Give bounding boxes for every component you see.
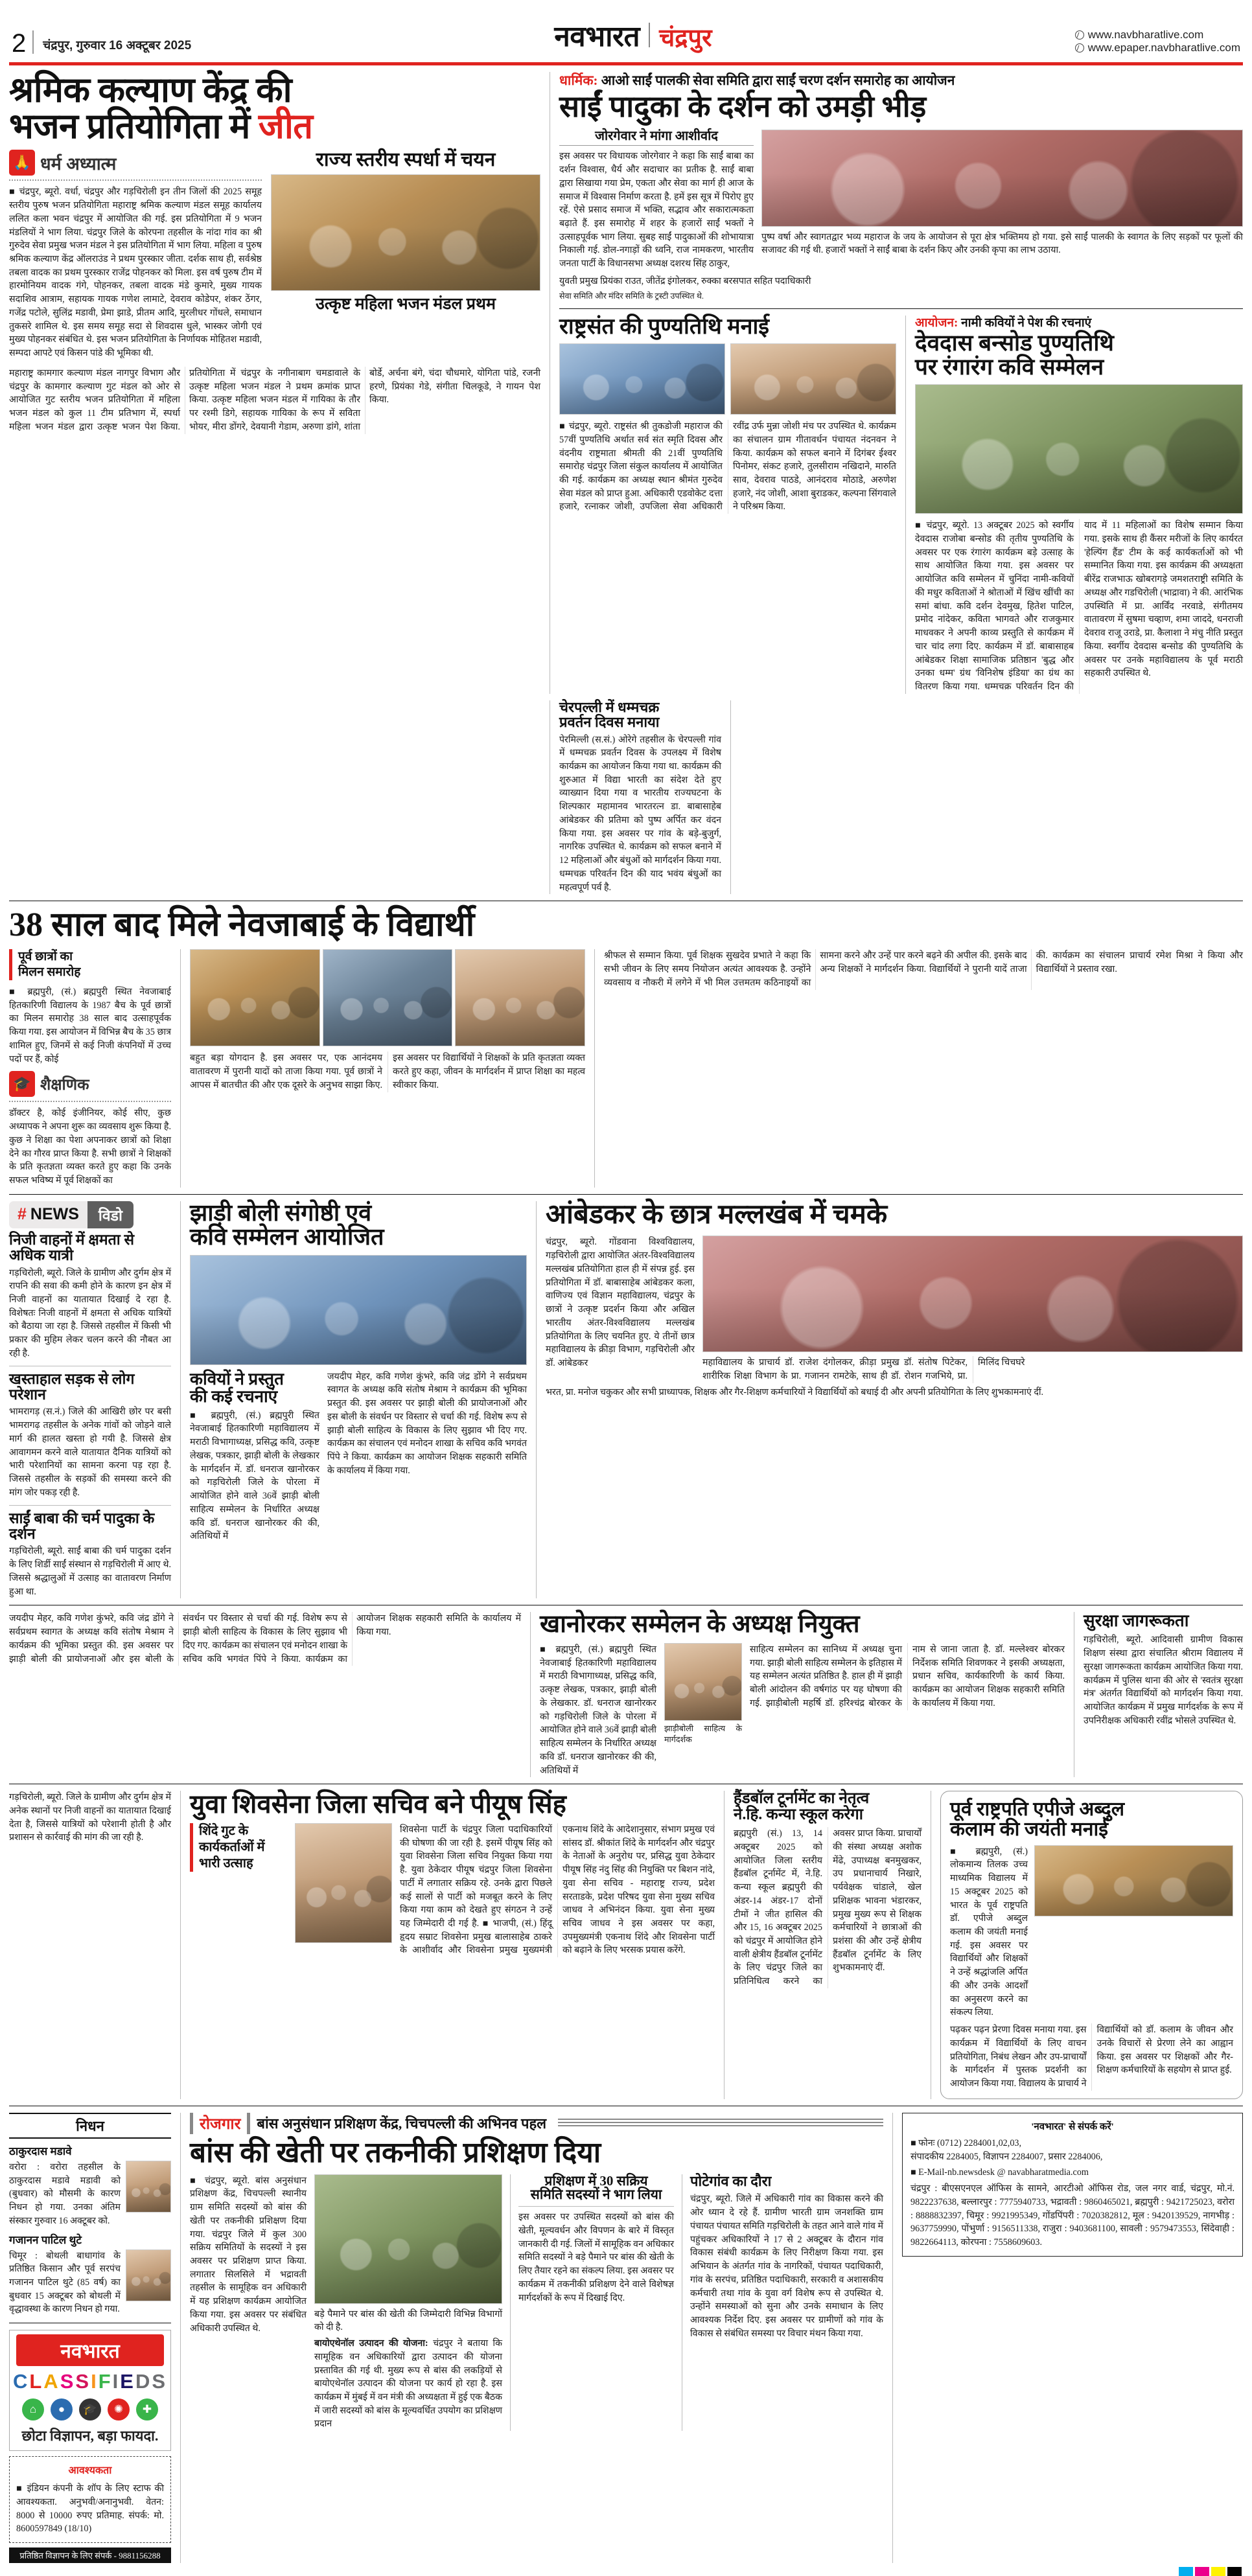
classifieds-tagline: छोटा विज्ञापन, बड़ा फायदा. (21, 2428, 159, 2444)
kalam-box (940, 1791, 1243, 2099)
news-item-1-body: गड़चिरोली, ब्यूरो. जिले के ग्रामीण और दुर्गम क्षेत्र में रापनि की सवा की कमी होने के कारण इन क्षेत्र में निजी वाहनों का यातायात दिखाई दे रहा है. विशेषतः निजी वाहनों में क्षमता से अधिक यात्रियों को बैठाया जा रहा है. जिससे तहसील में किसी भी प्रकार की मुहिम लेकर चलन करने की नौबत आ रही है. (9, 1267, 171, 1359)
devdas-headline-2: पर रंगारंग कवि सम्मेलन (915, 354, 1104, 380)
devdas-kicker (915, 316, 1243, 331)
news-filler-text: गड़चिरोली, ब्यूरो. जिले के ग्रामीण और दुर्गम क्षेत्र में अनेक स्थानों पर निजी वाहनों का यातायात दिखाई देता है, जिससे यात्रियों को परेशानी होती है और प्रशासन से कार्रवाई की मांग की जा रही है. (9, 1792, 171, 1843)
headline-part-a: भजन प्रतियोगिता में (9, 107, 259, 146)
bamboo-body-2: बड़े पैमाने पर बांस की खेती की जिम्मेदारी विभिन्न विभागों को दी है. (314, 2308, 502, 2333)
center-subhead: जोरगेवार ने मांगा आशीर्वाद (559, 130, 754, 146)
bamboo-body-3-head: बायोएथेनॉल उत्पादन की योजना: (314, 2338, 428, 2349)
jhadi-story (190, 1201, 527, 1599)
bamboo-subhead-1: प्रशिक्षण में 30 सक्रिय (544, 2172, 648, 2189)
suraksha-story (1084, 1612, 1243, 1777)
website-url-row[interactable] (1075, 29, 1240, 41)
devdas-photo (915, 384, 1243, 514)
rashtrasant-headline: राष्ट्रसंत की पुण्यतिथि मनाई (559, 314, 769, 339)
center-kicker (559, 72, 1243, 89)
cmyk-registration-marks (9, 2563, 1243, 2576)
rashtrasant-photo-2 (730, 343, 896, 415)
sec38-col3 (604, 949, 1243, 1187)
rozgar-tag: रोजगार (190, 2113, 250, 2134)
news-label: NEWS (30, 1205, 79, 1224)
obituary-item-1 (9, 2161, 171, 2228)
column-divider (180, 1791, 181, 2099)
bamboo-col2 (314, 2174, 502, 2432)
suraksha-headline: सुरक्षा जागरूकता (1084, 1611, 1189, 1631)
section-38-years (9, 908, 1243, 1187)
rashtrasant-photos (559, 343, 896, 415)
center-photo-1 (761, 130, 1243, 227)
sec38-body-1: ■ ब्रह्मपुरी, (सं.) ब्रह्मपुरी स्थित नेवजाबाई हितकारिणी विद्यालय के 1987 बैच के पूर्व छात्रों का मिलन समारोह 38 साल बाद उत्साहपूर्वक किया गया. इस आयोजन में विभिन्न बैच के 35 छात्र शामिल हुए, जिनमें से कई निजी कंपनियों में उच्च पदों पर हैं, कोई (9, 986, 171, 1064)
devdas-body-1: ■ चंद्रपुर, ब्यूरो. 13 अक्टूबर 2025 को स्वर्गीय देवदास राजोबा बन्सोड की तृतीय पुण्यतिथि के अवसर पर एक रंगारंग कार्यक्रम बड़े उत्साह के साथ आयोजित किया गया. इस अवसर पर आयोजित कवि सम्मेलन में चुनिंदा नामी-कवियों की मधुर कविताओं ने श्रोताओं में खिंच खींची का समां बांधा. कवि दर्शन देवमुख, हितेश पाटिल, प्रमोद नांदेकर, कविता भागवते और राजकुमार माधवकर ने अपनी काव्य प्रस्तुति से कार्यक्रम में चार चांद लगा दिए. कार्यक्रम में डॉ. बाबासाहब आंबेडकर शिक्षा सामाजिक प्रतिष्ठान 'बुद्ध और उनका धम्म' ग्रंथ 'विनिशेष इंडिया' का ग्रंथ का वितरण किया गया. धम्मचक्र परिवर्तन दिन की याद में 11 महिलाओं का विशेष सम्मान किया गया. इसके साथ ही (915, 520, 1243, 693)
contact-box (902, 2113, 1243, 2257)
globe-icon (1075, 43, 1084, 52)
sec38-label-l2: मिलन समारोह (18, 965, 81, 980)
kalam-body-2: पढ़कर पढ़न प्रेरणा दिवस मनाया गया. इस कार्यक्रम में विद्यार्थियों के लिए वाचन प्रतियोगिता, निबंध लेखन और उप-प्राचार्यों के मार्गदर्शन में पुस्तक प्रदर्शनी का आयोजन किया गया. विद्यालय के प्राचार्य ने विद्यार्थियों को डॉ. कलाम के जीवन और उनके विचारों से प्रेरणा लेने का आह्वान किया. इस अवसर पर शिक्षकों और गैर-शिक्षण कर्मचारियों के सहयोग से प्राप्त हुई. (950, 2025, 1233, 2089)
ambedkar-story (546, 1201, 1243, 1599)
graduation-cap-icon: 🎓 (9, 1071, 35, 1097)
devdas-headline-1: देवदास बन्सोड पुण्यतिथि (915, 330, 1114, 356)
khanorkar-col3 (750, 1643, 1065, 1777)
ambedkar-photo (702, 1236, 1243, 1352)
obituary-body-2: चिमूर : बोथली बाधागांव के प्रतिष्ठित किसान और पूर्व सरपंच गजानन पाटिल थुटे (85 वर्ष) का बुधवार 15 अक्टूबर को बोथली में वृद्धावस्था के कारण निधन हो गया. (9, 2250, 121, 2315)
jhadi-subcol (190, 1370, 319, 1543)
news-video-column (9, 1201, 171, 1599)
devdas-story (915, 316, 1243, 694)
column-divider (594, 949, 595, 1187)
wedding-icon: ✺ (108, 2398, 130, 2421)
masthead-divider (32, 30, 34, 54)
center-kicker-red: धार्मिक: (559, 73, 598, 88)
jhadi-body-2: ■ ब्रह्मपुरी, (सं.) ब्रह्मपुरी स्थित नेवजाबाई हितकारिणी महाविद्यालय में मराठी विभागाध्यक्ष, प्रसिद्ध कवि, उत्कृष्ट लेखक, पत्रकार, झाड़ी बोली के लेखकार के मार्गदर्शन में. डॉ. धनराज खानोरकर को गड़चिरोली जिले के पोरला में आयोजित होने वाले 36वें झाड़ी बोली साहित्य सम्मेलन के निर्धारित अध्यक्ष कवि डॉ. धनराज खानोरकर की की, अतिथियों में (190, 1410, 319, 1542)
obituary-column (9, 2113, 171, 2563)
advertisement-box[interactable] (9, 2456, 171, 2543)
dotted-rule (9, 179, 262, 181)
hatch-decoration (558, 2119, 883, 2128)
shivsena-bodies (400, 1823, 715, 1957)
ambedkar-body-3: भरत, प्रा. मनोज चकुकर और सभी प्राध्यापक, शिक्षक और गैर-शिक्षण कर्मचारियों ने विद्यार्थियों को बधाई दी और अपनी प्रतियोगिता के लिए शुभकामनाएं दीं. (546, 1386, 1044, 1397)
lead-left-photo-caption: उत्कृष्ट महिला भजन मंडल प्रथम (316, 295, 496, 313)
sec38-row (9, 949, 1243, 1187)
obituary-portrait-1 (126, 2161, 171, 2213)
ad-footer: प्रतिष्ठित विज्ञापन के लिए संपर्क - 9881156288 (9, 2547, 171, 2563)
khanorkar-story (540, 1612, 1065, 1777)
khanorkar-portrait (664, 1643, 742, 1721)
cmyk-yellow (1211, 2567, 1225, 2576)
masthead-red-rule (9, 62, 1243, 65)
classifieds-word: CLASSIFIEDS (12, 2370, 168, 2393)
lead-left-photo (271, 174, 540, 291)
bamboo-photo (314, 2174, 502, 2304)
cherpalli-story (559, 700, 721, 895)
shivsena-sub-3: भारी उत्साह (199, 1856, 253, 1870)
column-divider (730, 700, 731, 895)
jhadi-sub-1: कवियों ने प्रस्तुत (190, 1369, 284, 1388)
khanorkar-body-2: साहित्य सम्मेलन का सानिध्य में अध्यक्ष चुना गया. झाड़ी बोली साहित्य सम्मेलन के इतिहास में यह सम्मेलन अत्यंत प्रतिष्ठित है. (750, 1644, 902, 1682)
obituary-portrait-2 (126, 2249, 171, 2301)
bamboo-headline: बांस की खेती पर तकनीकी प्रशिक्षण दिया (190, 2136, 601, 2168)
obituary-name-1: ठाकुरदास मडावे (9, 2145, 72, 2157)
news-item-2-body: भामरागड़ (स.नं.) जिले की आखिरी छोर पर बसी भामरागढ़ तहसील के अनेक गांवों को जोड़ने वाले मार्ग की हालत खस्ता हो गयी है. जिससे क्षेत्र आवागमन करने वाले यातायात दैनिक यात्रियों को भारी परेशानियों का सामना करना पड़ रहा है. जिससे तहसील के सड़कों की समस्या करने की मांग जोर पकड़ रही है. (9, 1407, 171, 1498)
khanorkar-body-3: हाल ही में झाड़ी बोली आंदोलन की वर्षगांठ पर यह घोषणा की गई. झाड़ीबोली महर्षि डॉ. हरिश्चंद्र बोरकर के नाम से जाना जाता है. डॉ. मल्लेश्वर बोरकर निर्देशक समिति शिवणकर ने इसकी अध्यक्षता, प्रधान सचिव, कार्यकारिणी के कार्य किया. (750, 1644, 1065, 1708)
epaper-url-row[interactable] (1075, 41, 1240, 54)
center-kicker-rest: आओ साईं पालकी सेवा समिति द्वारा साईं चरण दर्शन समारोह का आयोजन (597, 73, 955, 88)
shivsena-band (9, 1791, 1243, 2099)
home-icon: ⌂ (22, 2398, 44, 2421)
rashtrasant-body-1: ■ चंद्रपुर, ब्यूरो. राष्ट्रसंत श्री तुकडोजी महाराज की 57वीं पुण्यतिथि अर्थात सर्व संत स्मृति दिवस और वंदनीय राष्ट्रमाता श्रीमती की 21वीं पुण्यतिथि समारोह चंद्रपुर जिला संकुल कार्यालय में आयोजित की गई. कार्यक्रम का अध्यक्ष स्थान श्रीमंत गुरुदेव सेवा मंडल को प्राप्त हुआ. (559, 421, 723, 499)
education-icon: 🎓 (79, 2398, 101, 2421)
jhadi-photo (190, 1255, 527, 1365)
shivsena-text-col (400, 1823, 715, 1957)
contact-line-2: संपादकीय 2284005, विज्ञापन 2284007, प्रसार 2284006, (910, 2151, 1103, 2162)
shivsena-left-spacer (9, 1791, 171, 2099)
rozgar-line: बांस अनुसंधान प्रशिक्षण केंद्र, चिचपल्ली की अभिनव पहल (257, 2115, 547, 2132)
lead-left-photocol (271, 150, 540, 360)
devdas-kicker-rest: नामी कवियों ने पेश की रचनाएं (958, 316, 1092, 330)
shivsena-body-3: प्रसिद्ध युवा ठेकेदार पीयूष सिंह नंदु सिंह की नियुक्ति पर बिशन नांदे, युवा सेना सचिव - महाराष्ट्र राज्य, प्रदेश सरताडके, प्रदेश परिषद युवा सेना मुख्य सचिव जाधव ने अभिनंदन किया. युवा सेना मुख्य सचिव जाधव ने इस अवसर पर कहा, उपमुख्यमंत्री एकनाथ शिंदे और शिवसेना पार्टी को बढ़ाने के लिए भरसक प्रयास करेंगे. (562, 1851, 715, 1956)
bamboo-row (190, 2174, 883, 2432)
news-badge-left (9, 1201, 87, 1228)
column-divider (724, 1791, 725, 2099)
bamboo-body-3-text: चंद्रपुर ने बताया कि सामूहिक वन अधिकारियों द्वारा उत्पादन की योजना प्रस्तावित की गई थी. मुख्य रूप से बांस की लकड़ियों से बायोएथेनॉल उत्पादन की योजना पर कार्य हो रहा है. इस कार्यक्रम में मुंबई में वन मंत्री की अध्यक्षता में हुई एक बैठक में जारी सदस्यों को बांस के मूल्यवर्धित उपयोग का प्रशिक्षण प्रदान (314, 2338, 503, 2430)
center-body-3: युवती प्रमुख प्रियंका राउत, जीतेंद्र इंगोलकर, रुक्का बरसपात सहित पदाधिकारी (559, 275, 811, 286)
lead-left-tagcol (9, 150, 262, 360)
khanorkar-headline: खानोरकर सम्मेलन के अध्यक्ष नियुक्त (540, 1611, 860, 1639)
potegaon-body: चंद्रपुर, ब्यूरो. जिले में अधिकारी गांव का विकास करने की ओर ध्यान दे रहे हैं. ग्रामीण भारती ग्राम जनशक्ति ग्राम पंचायत पंचायत समिति गड़चिरोली के तहत आने वाले गांव में पहुंचकर अधिकारियों ने 17 से 2 अक्टूबर के दौरान गांव विकास संबंधी कार्यक्रम के लिए निरीक्षण किया गया. इस अभियान के अंतर्गत गांव के नागरिकों, पंचायत पदाधिकारी, गांव के सरपंच, प्रतिष्ठित पदाधिकारी, सरकारी व अशासकीय कर्मचारी तथा गांव के युवा वर्ग विशेष रूप से उपस्थित थे. उन्होंने समस्याओं को सुना और उनके समाधान के लिए आवश्यक निर्देश दिए. इस अवसर पर ग्रामीणों को गांव के विकास से संबंधित समस्या पर विचार मंथन किया गया. (690, 2194, 883, 2339)
news-item-3-title: साईं बाबा की चर्म पादुका के दर्शन (9, 1510, 155, 1542)
second-row (559, 316, 1243, 694)
bamboo-story (190, 2113, 883, 2563)
center-upper (559, 130, 1243, 271)
obituary-head: निधन (9, 2113, 171, 2139)
cmyk-magenta (1195, 2567, 1209, 2576)
kalam-row (950, 1845, 1233, 2020)
headline-part-highlight: जीत (258, 107, 313, 146)
obituary-item-2 (9, 2249, 171, 2317)
cherpalli-body: पेरमिल्ली (स.सं.) ओरेगे तहसील के चेरपल्ली गांव में धम्मचक्र प्रवर्तन दिवस के उपलक्ष्य में विशेष कार्यक्रम का आयोजन किया गया था. कार्यक्रम की शुरुआत में विद्या भारती का संदेश देते हुए व्याख्यान दिया गया व भारतीय राज्यघटना के शिल्पकार महामानव भारतरत्न डा. बाबासाहेब आंबेडकर की प्रतिमा को पुष्प अर्पित कर वंदन किया गया. इस अवसर पर गांव के बड़े-बुजुर्ग, नागरिक उपस्थित थे. कार्यक्रम को सफल बनाने में 12 महिलाओं और बंधुओं को मार्गदर्शन किया गया. धम्मचक्र परिवर्तन दिन की याद भवंय बंधुओं का महत्वपूर्ण पर्व है. (559, 734, 721, 893)
kalam-headline-2: कलाम की जयंती मनाई (950, 1819, 1109, 1841)
handball-headline-1: हैंडबॉल टूर्नामेंट का नेतृत्व (734, 1790, 870, 1808)
masthead (9, 0, 1243, 60)
cherpalli-headline-2: प्रवर्तन दिवस मनाया (559, 713, 660, 730)
column-divider (892, 2113, 893, 2563)
potegaon-story (690, 2174, 883, 2432)
khanorkar-body-4: कार्यक्रम का आयोजन शिक्षक सहकारी समिति के कार्यालय में किया गया. (912, 1685, 1065, 1708)
praying-hands-icon: 🙏 (9, 150, 35, 176)
khanorkar-photo-col (664, 1643, 742, 1777)
kalam-photo (1034, 1845, 1233, 1916)
column-divider (510, 2174, 511, 2432)
jhadi-lower (190, 1370, 527, 1543)
shivsena-sub-2: कार्यकर्ताओं में (199, 1839, 265, 1854)
ambedkar-row (546, 1236, 1243, 1383)
divider (9, 1505, 171, 1506)
sec38-label-l1: पूर्व छात्रों का (18, 950, 73, 964)
bamboo-body-4: इस अवसर पर उपस्थित सदस्यों को बांस की खेती, मूल्यवर्धन और विपणन के बारे में विस्तृत जानकारी दी गई. जिलों में सामूहिक वन अधिकार समिति सदस्यों ने बड़े पैमाने पर बांस की खेती के लिए तैयार रहने का संकल्प लिया. इस अवसर पर कार्यक्रम में तकनीकी प्रशिक्षण देने वाले विशेषज्ञ मार्गदर्शकों के रूप में दिखाई दिए. (518, 2212, 674, 2303)
khanorkar-left-spacer (9, 1612, 521, 1777)
sec38-body-3: बहुत बड़ा योगदान है. इस अवसर पर, एक आनंदमय वातावरण में पुरानी यादों को ताजा किया गया. पूर्व छात्रों ने आपस में बातचीत की और एक दूसरे के अनुभव साझा किए. इस अवसर पर विद्यार्थियों ने शिक्षकों के प्रति कृतज्ञता व्यक्त करते हुए कहा, जीवन के मार्गदर्शन में प्राप्त शिक्षा का महत्व स्वीकार किया. (190, 1053, 585, 1090)
section-rule (559, 308, 1243, 309)
sec38-body-2: डॉक्टर है, कोई इंजीनियर, कोई सीए, कुछ अध्यापक ने अपना शुरू का व्यवसाय शुरू किया है. कुछ ने शिक्षा का पेशा अपनाकर छात्रों को शिक्षा देने का गौरव प्राप्त किया है. सभी छात्रों ने शिक्षकों के प्रति कृतज्ञता व्यक्त करते हुए कहा कि उनके सफल भविष्य में पूर्व शिक्षकों का (9, 1108, 171, 1186)
center-caption: सेवा समिति और मंदिर समिति के ट्रस्टी उपस्थित थे. (559, 291, 704, 301)
cherpalli-headline-1: चेरपल्ली में धम्मचक्र (559, 698, 660, 715)
bamboo-body-1: ■ चंद्रपुर, ब्यूरो. बांस अनुसंधान प्रशिक्षण केंद्र, चिचपल्ली स्थानीय ग्राम समिति सदस्यों को बांस की खेती पर तकनीकी प्रशिक्षण दिया गया. चंद्रपुर जिले में कुल 300 सक्रिय समितियों के सदस्यों ने इस अवसर पर प्रशिक्षण प्राप्त किया. लगातार सिलसिले में भद्रावती तहसील के सामूहिक वन अधिकारी में यह प्रशिक्षण कार्यक्रम आयोजित किया गया. इस अवसर पर संबंधित अधिकारी उपस्थित थे. (190, 2175, 307, 2334)
contact-line-4: चंद्रपुर : बीएसएनएल ऑफिस के सामने, आरटीओ ऑफिस रोड, जल नगर वार्ड, चंद्रपुर, मो.नं. 9822237638, बल्लारपुर : 7775940733, भद्रावती : 9860465021, ब्रह्मपुरी : 9421725023, वरोरा : 8888832397, चिमूर : 9921995349, गोंडपिंपरी : 7020382812, मूल : 9420139529, नागभीड़ : 9637759990, पोंभुर्णा : 9156511338, राजुरा : 9403681100, सावली : 9579473553, सिंदेवाही : 9822664113, कोरपना : 7558609603. (910, 2183, 1235, 2248)
sec38-headline: 38 साल बाद मिले नेवजाबाई के विद्यार्थी (9, 906, 475, 944)
ambedkar-col1 (546, 1236, 695, 1383)
rashtrasant-body-2: अधिकारी एडवोकेट दत्ता हजारे, रत्नाकर जोशी, उपजिला सेवा अधिकारी रवींद्र उर्फ मुन्ना जोशी मंच पर उपस्थित थे. कार्यक्रम का संचालन ग्राम गीतावर्धन पंचायत नंदनवन ने किया. कार्यक्रम को सफल बनाने में दिगंबर ईश्वर पिनोमर, संकट हजारे, तुलसीराम नखिदाने, मारुति साव, देवराव पाठडे, आनंदराव मोठाडे, अरुणेश हजारे, नंद जोशी, आशा बुराडकर, कल्पना सिंगवाले ने परिश्रम किया. (559, 421, 896, 512)
masthead-urls (1075, 29, 1240, 56)
sec38-label (9, 949, 171, 980)
contact-line-3: ■ E-Mail-nb.newsdesk @ navabharatmedia.com (910, 2167, 1089, 2178)
person-icon: ● (51, 2398, 73, 2421)
jhadi-body-1: जयदीप मेहर, कवि गणेश कुंभरे, कवि जंद्र डोंगे ने सर्वप्रथम स्वागत के अध्यक्ष कवि संतोष मेश्राम ने कार्यक्रम की भूमिका प्रस्तुत की. इस अवसर पर झाड़ी बोली की प्रायोजनाओं और इस बोली के संवर्धन पर विस्तार से चर्चा की गई. विशेष रूप से झाड़ी बोली साहित्य के विकास के लिए सुझाव भी दिए गए. कार्यक्रम का संचालन एवं मनोदन शाखा के सचिव कवि भगवंत पिंपे ने किया. कार्यक्रम का आयोजन शिक्षक सहकारी समिति के कार्यालय में किया गया. (327, 1371, 527, 1476)
sec38-body-4: श्रीफल से सम्मान किया. पूर्व शिक्षक सुखदेव प्रभाते ने कहा कि सभी जीवन के लिए समय नियोजन अत्यंत आवश्यक है. उन्होंने व्यवसाय व नौकरी में लगेने में भी मिल उत्तमतम कठिनाइयों का सामना करने और उन्हें पार करने बढ़ने की अपील की. इसके बाद अन्य शिक्षकों ने मार्गदर्शन किया. विद्यार्थियों ने पुरानी यादें ताजा की. कार्यक्रम का संचालन प्राचार्य रमेश मिश्रा ने किया और विद्यार्थियों ने प्रस्ताव रखा. (604, 950, 1243, 988)
center-body-2: पुष्प वर्षा और स्वागतद्वार भव्य महाराज के जय के आयोजन से पूरा क्षेत्र भक्तिमय हो गया. इसे साईं पालकी के स्वागत के लिए सड़कों पर फूलों की सजावट की गई थी. हजारों भक्तों ने साईं बाबा के दर्शन किए और उनकी कृपा का लाभ उठाया. (761, 231, 1243, 256)
bamboo-band (9, 2113, 1243, 2563)
cherpalli-filler (740, 700, 1243, 895)
section-tag-shaikshanik[interactable] (9, 1071, 89, 1097)
cmyk-black (1227, 2567, 1242, 2576)
bamboo-col3 (518, 2174, 674, 2432)
classifieds-icons (10, 2393, 170, 2423)
sec38-col2 (190, 949, 585, 1187)
ad-body: ■ इंडियन कंपनी के शॉप के लिए स्टाफ की आवश्यकता. अनुभवी/अनानुभवी. वेतन: 8000 से 10000 रुपए प्रतिमाह. संपर्क: मो. 8600597849 (18/10) (16, 2483, 164, 2535)
news-badge-band (9, 1201, 1243, 1599)
handball-story (734, 1791, 922, 2099)
contact-head: 'नवभारत' से संपर्क करें' (1031, 2121, 1114, 2132)
handball-headline-2: ने.हि. कन्या स्कूल करेगा (734, 1806, 863, 1824)
handball-body: ब्रह्मपुरी (सं.) 13, 14 अक्टूबर 2025 को आयोजित जिला स्तरीय हैंडबॉल टूर्नामेंट में, ने.हि. कन्या स्कूल ब्रह्मपुरी की अंडर-14 अंडर-17 दोनों टीमों ने जीत हासिल की और 15, 16 अक्टूबर 2025 को चंद्रपुर में आयोजित होने वाली क्षेत्रीय हैंडबॉल टूर्नामेंट के लिए चंद्रपुर जिले का प्रतिनिधित्व करने का अवसर प्राप्त किया. प्राचार्यों की संस्था अध्यक्ष अशोक मेंढे, उपाध्यक्ष बनमुखकर, उप प्रधानाचार्य निखारे, पर्यवेक्षक चांडाले, खेल प्रशिक्षक भावना भंडारकर, प्रमुख मुख्य रूप से शिक्षक कर्मचारियों ने छात्राओं की प्रशंसा की और उन्हें क्षेत्रीय हैंडबॉल टूर्नामेंट के लिए शुभकामनाएं दीं. (734, 1828, 922, 1987)
khanorkar-body-1: ■ ब्रह्मपुरी, (सं.) ब्रह्मपुरी स्थित नेवजाबाई हितकारिणी महाविद्यालय में मराठी विभागाध्यक्ष, प्रसिद्ध कवि, उत्कृष्ट लेखक, पत्रकार, झाड़ी बोली के लेखकार. डॉ. धनराज खानोरकर को गड़चिरोली जिले के पोरला में आयोजित होने वाले 36वें झाड़ी बोली साहित्य सम्मेलन के निर्धारित अध्यक्ष कवि डॉ. धनराज खानोरकर की की, अतिथियों में (540, 1644, 656, 1776)
ad-title: आवश्यकता (68, 2465, 112, 2477)
center-col-1 (559, 130, 754, 271)
contact-column (902, 2113, 1243, 2563)
lead-story-center (559, 72, 1243, 694)
devdas-body (915, 519, 1243, 694)
jhadi-headline-1: झाड़ी बोली संगोष्ठी एवं (190, 1199, 372, 1226)
column-divider (180, 2113, 181, 2563)
column-divider (905, 316, 906, 694)
section-rule (9, 1194, 1243, 1195)
shivsena-photo-col (295, 1823, 392, 1957)
suraksha-body: गड़चिरोली, ब्यूरो. आदिवासी ग्रामीण विकास शिक्षण संस्था द्वारा संचालित श्रीराम विद्यालय में सुरक्षा जागरूकता कार्यक्रम आयोजित किया गया. कार्यक्रम में पुलिस थाना की ओर से 'स्वतंत्र सुरक्षा मंत्र' अंतर्गत विद्यार्थियों को मार्गदर्शन किया गया. आयोजित कार्यक्रम में प्रमुख मार्गदर्शक के रूप में उपनिरीक्षक अधिकारी रवींद्र भोसले उपस्थित थे. (1084, 1635, 1243, 1726)
jhadi-sub-2: की कई रचनाएं (190, 1386, 278, 1406)
news-item-1-title: निजी वाहनों में क्षमता से अधिक यात्री (9, 1231, 135, 1263)
jhadi-textcol (327, 1370, 527, 1543)
khanorkar-body-rest (750, 1643, 1065, 1710)
website-url: www.navbharatlive.com (1087, 29, 1204, 41)
lead-left-subhead: राज्य स्तरीय स्पर्धा में चयन (316, 149, 496, 171)
shivsena-sub-1: शिंदे गुट के (199, 1823, 249, 1838)
ambedkar-body-2: महाविद्यालय के प्राचार्य डॉ. राजेश दंगोलकर, क्रीड़ा प्रमुख डॉ. संतोष पिटेकर, शारीरिक शिक्षा विभाग के प्रा. गजानन रामटेके, साथ ही डॉ. रोशन गजभिये, प्रा. मिलिंद चिचघरे (702, 1357, 1025, 1382)
shivsena-body-2: ■ भाजपी, (सं.) हिंदू हृदय सम्राट शिवसेना प्रमुख बालासाहेब ठाकरे के आशीर्वाद और शिवसेना प्रमुख मुख्यमंत्री एकनाथ शिंदे के आदेशानुसार, संभाग प्रमुख एवं सांसद डॉ. श्रीकांत शिंदे के मार्गदर्शन और चंद्रपुर के नेताओं के अनुरोध पर, (400, 1824, 715, 1956)
kalam-col2 (1034, 1845, 1233, 2020)
shivsena-body-1: शिवसेना पार्टी के चंद्रपुर जिला पदाधिकारियों की घोषणा की जा रही है. इसमें पीयूष सिंह को युवा शिवसेना जिला सचिव नियुक्त किया गया है. युवा ठेकेदार पीयूष चंद्रपुर जिला शिवसेना पार्टी में लगातार सक्रिय रहे. उनके द्वारा पिछले कई सालों से पार्टी को मजबूत करने के लिए किया गया काम को देखते हुए संगठन ने उन्हें यह जिम्मेदारी दी गई है. (400, 1824, 552, 1929)
masthead-left (12, 30, 191, 56)
news-item-3-body: गड़चिरोली, ब्यूरो. साईं बाबा की चर्म पादुका दर्शन के लिए शिर्डी साईं संस्थान से गड़चिरोली में आए थे. जिससे श्रद्धालुओं में उत्साह का वातावरण निर्माण हुआ था. (9, 1546, 171, 1597)
edition-name: चंद्रपुर (659, 25, 712, 52)
page-number: 2 (12, 29, 27, 58)
devdas-kicker-red: आयोजन: (915, 316, 958, 330)
kalam-story (940, 1791, 1243, 2099)
news-item-2-title: खस्ताहाल सड़क से लोग परेशान (9, 1370, 135, 1403)
news-video-badge[interactable] (9, 1201, 133, 1228)
jhadi-headline-2: कवि सम्मेलन आयोजित (190, 1224, 384, 1250)
rozgar-bar (190, 2113, 883, 2134)
ambedkar-col2 (702, 1236, 1243, 1383)
contact-line-1: ■ फोनः (0712) 2284001,02,03, (910, 2137, 1022, 2148)
shivsena-sublabel (190, 1823, 287, 1872)
section-tag-dharm[interactable] (9, 150, 116, 176)
dateline: चंद्रपुर, गुरुवार 16 अक्टूबर 2025 (43, 39, 192, 52)
divider (518, 2206, 674, 2207)
dotted-rule (9, 1101, 171, 1102)
column-divider (530, 1612, 531, 1777)
rashtrasant-photo-1 (559, 343, 725, 415)
column-divider (180, 1201, 181, 1599)
shivsena-story (190, 1791, 715, 2099)
bamboo-col1 (190, 2174, 307, 2432)
center-col-2 (761, 130, 1243, 271)
cherpalli-spacer (9, 700, 540, 895)
sec38-photos (190, 949, 585, 1046)
sec38-col1 (9, 949, 171, 1187)
epaper-url: www.epaper.navbharatlive.com (1087, 41, 1240, 54)
shivsena-headline: युवा शिवसेना जिला सचिव बने पीयूष सिंह (190, 1789, 566, 1819)
section-tag-label: धर्म अध्यात्म (40, 154, 117, 174)
khanorkar-portrait-caption: झाड़ीबोली साहित्य के मार्गदर्शक (664, 1723, 742, 1744)
brand-separator (649, 23, 650, 47)
cmyk-cyan (1179, 2567, 1193, 2576)
khanorkar-col1 (540, 1643, 656, 1777)
shivsena-row (190, 1823, 715, 1957)
devdas-body-2: कैंसर मरीजों के लिए कार्यरत 'हेल्पिंग हैंड' टीम के कई कार्यकर्ताओं को भी सम्मानित किया गया. इस कार्यक्रम की अध्यक्षता बीरेंद्र राजभाऊ खोबरागड़े जमशतराष्ट्री समिति के अध्यक्ष और गडचिरोली (भाद्रावा) ने की. आरंभिक उपस्थिति में प्रा. आर्विंद नरवाडे, संगीतमय वातावरण में सुषमा चव्हाण, शमा जाददे, धनराजी देवराव राजू उराडे, प्रा. कैलाशा ने मंचु नीति प्रस्तुत किया. स्वर्गीय देवदास बन्सोड की पुण्यतिथि के अवसर पर उनके महाविद्यालय के पूर्व मराठी सहकारी उपस्थित थे. (1084, 533, 1243, 679)
hash-icon: # (17, 1205, 27, 1224)
brand-name: नवभारत (554, 21, 640, 52)
classifieds-box[interactable] (9, 2330, 171, 2451)
potegaon-headline: पोटेगांव का दौरा (690, 2172, 772, 2189)
shivsena-subcol (190, 1823, 287, 1957)
masthead-logo (554, 16, 712, 54)
lead-story-left (9, 72, 540, 694)
sec38-photo-1 (190, 949, 320, 1046)
lead-left-headline-line1: श्रमिक कल्याण केंद्र की (9, 71, 292, 109)
obituary-body-1: वरोरा : वरोरा तहसील के ठाकुरदास मडावे मडावी को (बुधवार) को मौसमी के कारण निधन हो गया. उनका अंतिम संस्कार गुरुवार 16 अक्टूबर को. (9, 2161, 121, 2226)
cherpalli-band (9, 700, 1243, 895)
classifieds-brand: नवभारत (16, 2334, 164, 2366)
khanorkar-row (540, 1643, 1065, 1777)
bamboo-subhead-2: समिति सदस्यों ने भाग लिया (530, 2187, 662, 2203)
lead-left-body-1: ■ चंद्रपुर, ब्यूरो. वर्धा, चंद्रपुर और गड़चिरोली इन तीन जिलों की 2025 समूह स्तरीय पुरुष भजन प्रतियोगिता महाराष्ट्र श्रमिक कल्याण मंडल समूह कार्यालय ललित कला भवन चंद्रपुर में आयोजित की गई. इस प्रतियोगिता में 9 भजन मंडलियों ने भाग लिया. चंद्रपुर जिले के कोरपना तहसील के नांदा गांव का श्री गुरुदेव सेवा प्रमुख भजन मंडल ने इस प्रतियोगिता में भाग लिया. महिला व पुरुष श्रमिक कल्याण केंद्र ऑलराउंड ने प्रथम पुरस्कार जीता. दर्शक साथ ही, सर्वश्रेष्ठ तबला वादक का प्रथम पुरस्कार राजेंद्र पोहनकर को मिला. इस वर्ष पुरुष टीम में हारमोनियम वादक गंगे, पोहनकर, तबला वादक मंडे कुमारे, मुख्य गायक सदाशिव आत्राम, सहायक गायक गणेश लामाटे, देवराव कोडेपर, शंकर ठेंगर, गजेंद्र पटोले, सुलिंद्र मडावी, प्रेमा झाडे, प्रीतम आदि, मुरलीधर गोंधले, समाधान तुकसरे शामिल थे. इस समय समूह सदा से शिवदास धुले, भास्कर जोगी एवं मुख्य पोहनकर संबंधित थे. इस भजन प्रतियोगिता के निर्णायक मोहितश मडावी, सम्पदा आपटे एवं किसन पांडे की भूमिका थी. (9, 187, 262, 359)
obituary-name-2: गजानन पाटिल थुटे (9, 2233, 82, 2246)
column-divider (536, 1201, 537, 1599)
globe-icon (1075, 30, 1084, 40)
health-icon: ✚ (136, 2398, 158, 2421)
rashtrasant-body (559, 420, 896, 514)
rashtrasant-story (559, 316, 896, 694)
kalam-col1 (950, 1845, 1028, 2020)
top-section (9, 72, 1243, 694)
video-label: विडो (87, 1201, 133, 1228)
khanorkar-band (9, 1612, 1243, 1777)
center-headline: साईं पादुका के दर्शन को उमड़ी भीड़ (559, 90, 927, 124)
jhadi-continued: जयदीप मेहर, कवि गणेश कुंभरे, कवि जंद्र डोंगे ने सर्वप्रथम स्वागत के अध्यक्ष कवि संतोष मेश्राम ने कार्यक्रम की भूमिका प्रस्तुत की. इस अवसर पर झाड़ी बोली की प्रायोजनाओं और इस बोली के संवर्धन पर विस्तार से चर्चा की गई. विशेष रूप से झाड़ी बोली साहित्य के विकास के लिए सुझाव भी दिए गए. कार्यक्रम का संचालन एवं मनोदन शाखा के सचिव कवि भगवंत पिंपे ने किया. कार्यक्रम का आयोजन शिक्षक सहकारी समिति के कार्यालय में किया गया. (9, 1613, 521, 1664)
sec38-tag-label: शैक्षणिक (40, 1075, 89, 1094)
ambedkar-headline: आंबेडकर के छात्र मल्लखंब में चमके (546, 1199, 888, 1230)
kalam-headline-1: पूर्व राष्ट्रपति एपीजे अब्दुल (950, 1799, 1125, 1821)
sec38-photo-2 (323, 949, 453, 1046)
kalam-body-1: ■ ब्रह्मपुरी, (सं.) लोकमान्य तिलक उच्च माध्यमिक विद्यालय में 15 अक्टूबर 2025 को भारत के पूर्व राष्ट्रपति डॉ. एपीजे अब्दुल कलाम की जयंती मनाई गई. इस अवसर पर विद्यार्थियों और शिक्षकों ने उन्हें श्रद्धांजलि अर्पित की और उनके आदर्शों का अनुसरण करने का संकल्प लिया. (950, 1846, 1028, 2018)
lead-left-body-2: महाराष्ट्र कामगार कल्याण मंडल नागपुर विभाग और चंद्रपुर के कामगार कल्याण गुट मंडल को ओर से आयोजित गुट स्तरीय भजन प्रतियोगिता में महिला भजन मंडल को कुल 11 टीम प्रतिभाग में, स्पर्धा महिला भजन मंडल द्वारा उत्कृष्ट भजन पेश किया. प्रतियोगिता में चंद्रपुर के नगीनाबाग चमडावाले के उत्कृष्ट महिला भजन मंडल ने प्रथम क्रमांक प्राप्त किया. उत्कृष्ट महिला भजन मंडल में गायिका के तौर पर रश्मी डिगे, सहायक गायिका के रूप में सविता भोयर, मीरा डोंगरे, देवयानी गेडाम, अरुणा डांगे, शांता बोर्डे, अर्चना बंगे, चंदा चौधमारे, योगिता पांडे, रजनी हरणे, प्रियंका गेडे, संगीता चिलकूडे, ने गायन पेश किया. (9, 367, 540, 432)
center-body-1: इस अवसर पर विधायक जोरगेवार ने कहा कि साईं बाबा का दर्शन विश्वास, धैर्य और सदाचार का प्रतीक है. साईं बाबा द्वारा सिखाया गया प्रेम, एकता और सेवा का मार्ग ही आज के समाज में विश्वास निर्माण करता है. हमें इस सूत्र में पिरोए हुए रहें. ऐसे प्रसाद समाज में भक्ति, सद्भाव और सकारात्मकता बढ़ाते हैं. इस समारोह में शहर के हजारों साईं भक्तों ने उत्साहपूर्वक भाग लिया. सुबह साईं पादुकाओं की शोभायात्रा निकाली गई. डोल-नगाड़ों की ध्वनि, राज नामकरण, भारतीय जनता पार्टी के विधानसभा अध्यक्ष दशरथ सिंह ठाकुर, (559, 151, 754, 270)
lead-left-upper (9, 150, 540, 360)
shivsena-portrait (295, 1823, 392, 1943)
ambedkar-body-1: चंद्रपुर, ब्यूरो. गोंडवाना विश्वविद्यालय, गड़चिरोली द्वारा आयोजित अंतर-विश्वविद्यालय मल्लखंब प्रतियोगिता हाल ही में संपन्न हुई. इस प्रतियोगिता में डॉ. बाबासाहेब आंबेडकर कला, वाणिज्य एवं विज्ञान महाविद्यालय, चंद्रपुर के छात्रों ने उत्कृष्ट प्रदर्शन किया और अखिल भारतीय अंतर-विश्वविद्यालय मल्लखंब प्रतियोगिता के लिए चयनित हुए. ये तीनों छात्र महाविद्यालय के क्रीड़ा विभाग, गड़चिरोली और डॉ. आंबेडकर (546, 1237, 695, 1368)
column-divider (180, 949, 181, 1187)
sec38-photo-3 (455, 949, 585, 1046)
bamboo-body-3 (314, 2337, 502, 2431)
lead-left-headline-line2 (9, 108, 540, 144)
